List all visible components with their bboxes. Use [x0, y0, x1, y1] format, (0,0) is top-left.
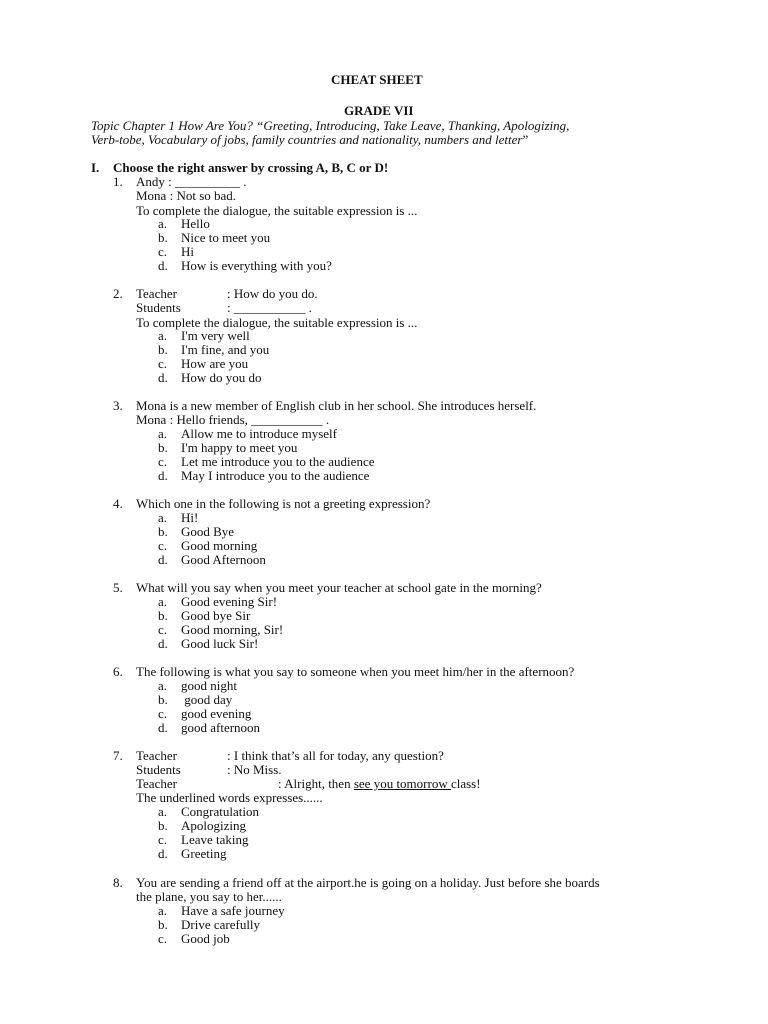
option-letter: b.	[158, 692, 168, 707]
option-text: Good Bye	[181, 524, 235, 539]
question-number: 1.	[113, 174, 123, 189]
option-letter: a.	[158, 426, 168, 441]
section-number: I.	[91, 160, 100, 175]
option-text: Good evening Sir!	[181, 594, 278, 609]
option-text: Good morning, Sir!	[181, 622, 284, 637]
option-letter: a.	[158, 678, 168, 693]
option-text: Good morning	[181, 538, 258, 553]
option-letter: d.	[158, 720, 168, 735]
option-letter: c.	[158, 454, 168, 469]
option-letter: b.	[158, 818, 168, 833]
q3-dialogue-line: Mona : Hello friends, ___________ .	[136, 412, 330, 427]
topic-line-2-text: Verb-tobe, Vocabulary of jobs, family countries and nationality, numbers and letter	[91, 132, 523, 147]
option-letter: d.	[158, 258, 168, 273]
option-letter: a.	[158, 510, 168, 525]
option-text: Hi	[181, 244, 194, 259]
option-text: Greeting	[181, 846, 227, 861]
option-text: Allow me to introduce myself	[181, 426, 337, 441]
option-text: Hello	[181, 216, 210, 231]
option-text: How are you	[181, 356, 249, 371]
option-letter: b.	[158, 342, 168, 357]
option-letter: c.	[158, 706, 168, 721]
option-text: Good bye Sir	[181, 608, 251, 623]
option-text: Congratulation	[181, 804, 259, 819]
q7-line-3-lead: : Alright, then	[278, 776, 354, 791]
option-letter: c.	[158, 622, 168, 637]
option-text: I'm fine, and you	[181, 342, 270, 357]
option-text: good evening	[181, 706, 252, 721]
option-text: Good job	[181, 931, 230, 946]
option-text: Hi!	[181, 510, 199, 525]
question-number: 3.	[113, 398, 123, 413]
q8-stem-line-1: You are sending a friend off at the airport.he is going on a holiday. Just before she boards	[136, 875, 600, 890]
topic-line-1: Topic Chapter 1 How Are You? “Greeting, Introducing, Take Leave, Thanking, Apologizing,	[91, 118, 570, 133]
option-letter: c.	[158, 538, 168, 553]
question-number: 5.	[113, 580, 123, 595]
q2-dialogue-line-2: : ___________ .	[227, 300, 312, 315]
option-text: Have a safe journey	[181, 903, 285, 918]
question-number: 8.	[113, 875, 123, 890]
option-letter: a.	[158, 328, 168, 343]
underlined-expression: see you tomorrow	[353, 776, 451, 791]
option-text: I'm very well	[181, 328, 250, 343]
option-letter: c.	[158, 931, 168, 946]
option-text: May I introduce you to the audience	[181, 468, 370, 483]
q4-stem: Which one in the following is not a greeting expression?	[136, 496, 431, 511]
q2-speaker-1: Teacher	[136, 286, 177, 301]
q7-dialogue-line-2: : No Miss.	[227, 762, 282, 777]
option-letter: b.	[158, 524, 168, 539]
q7-dialogue-line-3	[278, 777, 481, 791]
option-letter: d.	[158, 370, 168, 385]
q7-speaker-3: Teacher	[136, 776, 177, 791]
option-text: good night	[181, 678, 237, 693]
option-text: Good luck Sir!	[181, 636, 259, 651]
section-instruction: Choose the right answer by crossing A, B, C or D!	[113, 160, 389, 175]
option-letter: b.	[158, 917, 168, 932]
option-letter: a.	[158, 903, 168, 918]
q7-speaker-1: Teacher	[136, 748, 177, 763]
q2-prompt: To complete the dialogue, the suitable expression is ...	[136, 315, 418, 330]
option-letter: d.	[158, 468, 168, 483]
q1-prompt: To complete the dialogue, the suitable expression is ...	[136, 203, 418, 218]
option-text: Let me introduce you to the audience	[181, 454, 375, 469]
grade-heading: GRADE VII	[344, 103, 414, 118]
option-letter: c.	[158, 244, 168, 259]
option-letter: a.	[158, 594, 168, 609]
option-letter: b.	[158, 608, 168, 623]
q7-dialogue-line-1: : I think that’s all for today, any question?	[227, 748, 444, 763]
option-letter: c.	[158, 832, 168, 847]
q2-speaker-2: Students	[136, 300, 181, 315]
question-number: 2.	[113, 286, 123, 301]
q1-dialogue-line-1: Andy : __________ .	[136, 174, 247, 189]
q7-prompt: The underlined words expresses......	[136, 790, 323, 805]
option-text: How is everything with you?	[181, 258, 332, 273]
option-letter: b.	[158, 230, 168, 245]
q7-line-3-tail: class!	[450, 776, 481, 791]
option-text: Leave taking	[181, 832, 249, 847]
option-letter: a.	[158, 216, 168, 231]
q8-stem-line-2: the plane, you say to her......	[136, 889, 282, 904]
option-letter: d.	[158, 846, 168, 861]
page-title: CHEAT SHEET	[331, 72, 423, 87]
option-letter: b.	[158, 440, 168, 455]
q7-speaker-2: Students	[136, 762, 181, 777]
question-number: 7.	[113, 748, 123, 763]
topic-line-2	[91, 133, 528, 147]
q1-dialogue-line-2: Mona : Not so bad.	[136, 188, 237, 203]
q6-stem: The following is what you say to someone when you meet him/her in the afternoon?	[136, 664, 575, 679]
topic-line-2-closing-quote: ”	[522, 132, 529, 147]
option-letter: a.	[158, 804, 168, 819]
option-text: good day	[181, 692, 233, 707]
q3-stem: Mona is a new member of English club in her school. She introduces herself.	[136, 398, 537, 413]
option-text: good afternoon	[181, 720, 261, 735]
option-text: I'm happy to meet you	[181, 440, 298, 455]
option-text: Nice to meet you	[181, 230, 271, 245]
q5-stem: What will you say when you meet your teacher at school gate in the morning?	[136, 580, 542, 595]
option-text: Drive carefully	[181, 917, 261, 932]
option-text: Good Afternoon	[181, 552, 266, 567]
question-number: 6.	[113, 664, 123, 679]
option-letter: d.	[158, 552, 168, 567]
option-letter: c.	[158, 356, 168, 371]
option-letter: d.	[158, 636, 168, 651]
option-text: How do you do	[181, 370, 262, 385]
option-text: Apologizing	[181, 818, 246, 833]
q2-dialogue-line-1: : How do you do.	[227, 286, 318, 301]
question-number: 4.	[113, 496, 123, 511]
